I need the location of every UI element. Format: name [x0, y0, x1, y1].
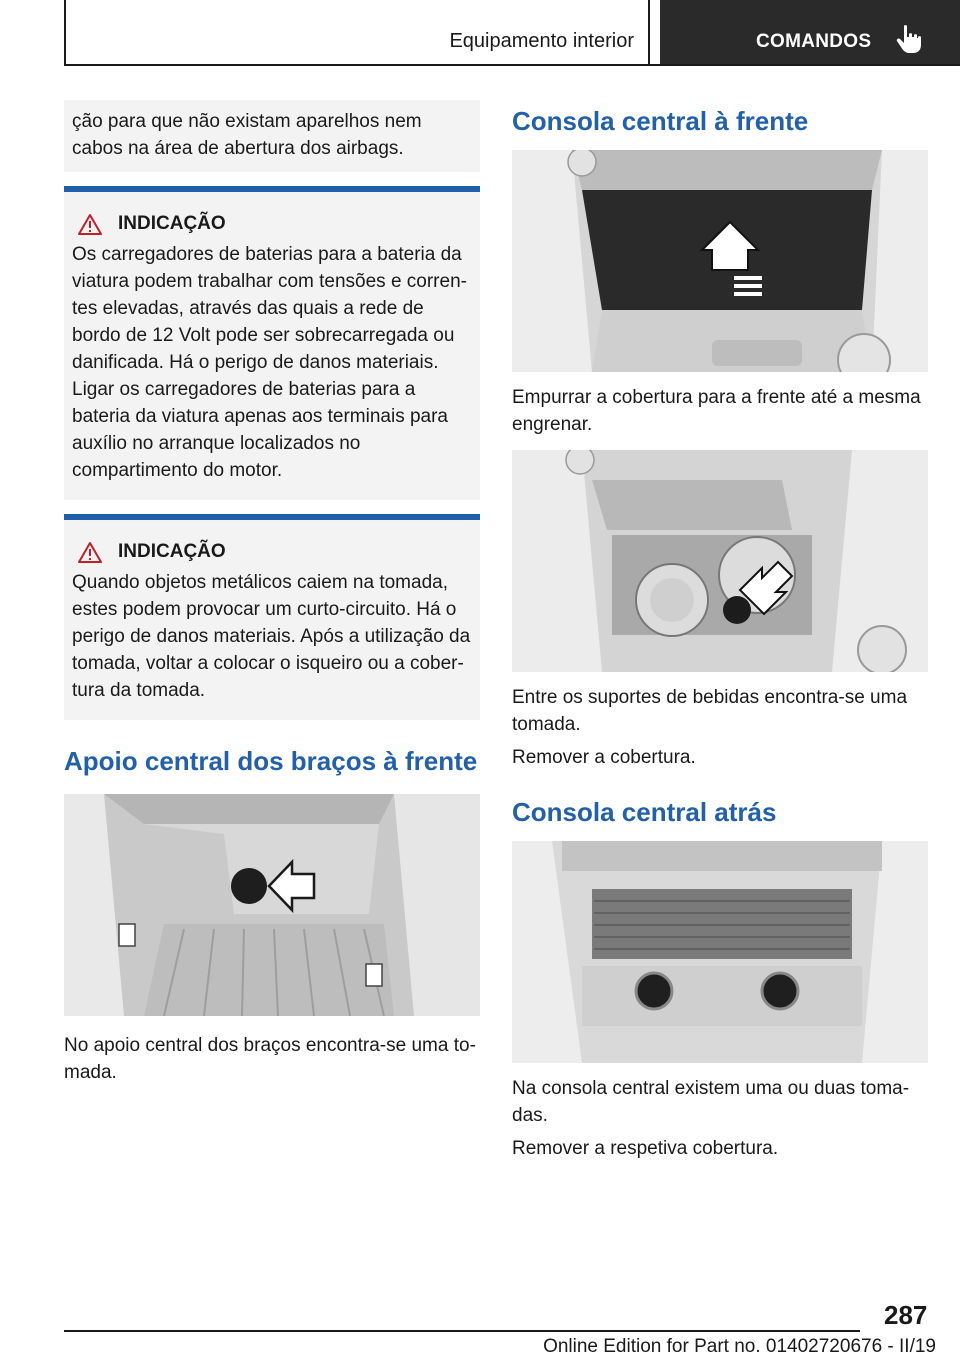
rear-console-text-1: Na consola central existem uma ou duas tomadas. [512, 1078, 910, 1126]
rear-console-text-2: Remover a respetiva cobertura. [512, 1138, 779, 1159]
warning-triangle-icon [78, 541, 102, 563]
header-chapter-tab [660, 0, 960, 66]
section-title-front-console: Consola central à frente [512, 106, 809, 136]
note-text: Os carregadores de baterias para a bateria da viatura podem trabalhar com tensões e correntes elevadas, através das quais a rede de bordo de 12 Volt pode ser sobrecarregada ou danificada. Há o perigo de danos materiais. Ligar os carregadores de baterias para a bateria da viatura apenas aos terminais para auxílio no arranque localizados no compartimento do motor. [72, 244, 467, 481]
note-text: Quando objetos metálicos caiem na tomada, estes podem provocar um curto-circuito. Há o perigo de danos materiais. Após a utilização da tomada, voltar a colocar o isqueiro ou a cobertura da tomada. [72, 572, 471, 701]
continued-text-box [64, 100, 480, 172]
header-section-label: Equipamento interior [449, 30, 634, 52]
section-title-armrest: Apoio central dos braços à frente [64, 746, 478, 776]
armrest-socket-image [64, 794, 480, 1016]
rear-console-sockets-image [512, 841, 928, 1063]
page-number: 287 [884, 1300, 928, 1330]
front-console-text-3: Remover a cobertura. [512, 747, 696, 768]
footer-rule [64, 1330, 860, 1332]
note-socket [64, 514, 480, 720]
front-console-text-1: Empurrar a cobertura para a frente até a mesma engrenar. [512, 387, 921, 435]
footer-edition: Online Edition for Part no. 01402720676 - II/19 [543, 1336, 936, 1357]
pointing-hand-icon [896, 24, 922, 54]
header-rule [64, 64, 960, 66]
header-section-tab [64, 0, 650, 66]
armrest-text: No apoio central dos braços encontra-se uma tomada. [64, 1035, 476, 1083]
note-header [72, 210, 472, 237]
note-title: INDICAÇÃO [118, 541, 226, 562]
front-console-text-2: Entre os suportes de bebidas encontra-se uma tomada. [512, 687, 908, 735]
note-title: INDICAÇÃO [118, 213, 226, 234]
note-header [72, 538, 472, 565]
note-charger [64, 186, 480, 500]
front-console-socket-image [512, 450, 928, 672]
section-title-rear-console: Consola central atrás [512, 797, 777, 827]
warning-triangle-icon [78, 213, 102, 235]
header-chapter-label: COMANDOS [756, 31, 872, 52]
left-column [64, 100, 480, 1086]
right-column [512, 100, 928, 1162]
continued-text: ção para que não existam aparelhos nem cabos na área de abertura dos airbags. [72, 111, 422, 159]
front-console-cover-image [512, 150, 928, 372]
